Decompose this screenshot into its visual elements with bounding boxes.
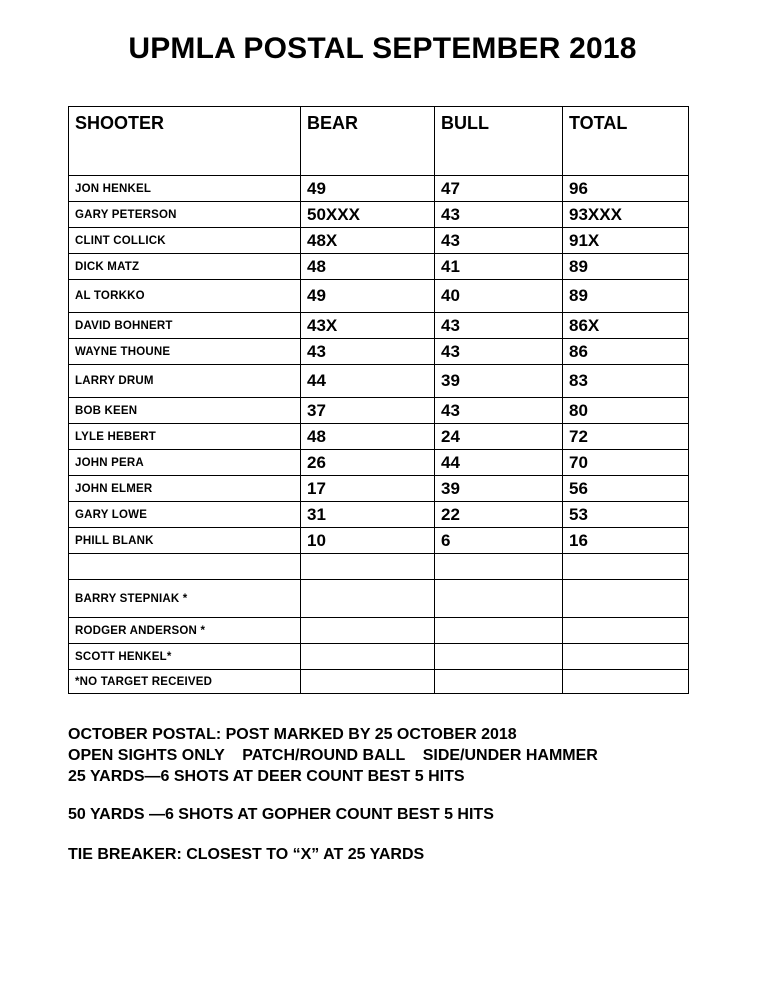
shooter-cell: JOHN ELMER <box>69 476 301 502</box>
table-row <box>69 313 689 339</box>
bear-cell: 31 <box>301 502 435 528</box>
table-row <box>69 339 689 365</box>
total-cell: 91X <box>563 228 689 254</box>
bull-cell: 22 <box>435 502 563 528</box>
total-cell: 53 <box>563 502 689 528</box>
bull-cell: 43 <box>435 398 563 424</box>
header-bull: BULL <box>435 107 563 176</box>
bear-cell: 44 <box>301 365 435 398</box>
total-cell: 89 <box>563 254 689 280</box>
bear-cell: 48 <box>301 254 435 280</box>
total-cell: 93XXX <box>563 202 689 228</box>
bear-cell: 26 <box>301 450 435 476</box>
bear-cell: 49 <box>301 280 435 313</box>
total-cell: 56 <box>563 476 689 502</box>
table-row <box>69 450 689 476</box>
total-cell <box>563 670 689 694</box>
bear-cell <box>301 618 435 644</box>
shooter-cell: BARRY STEPNIAK * <box>69 580 301 618</box>
bull-cell: 24 <box>435 424 563 450</box>
shooter-cell: BOB KEEN <box>69 398 301 424</box>
table-row <box>69 670 689 694</box>
bear-cell <box>301 580 435 618</box>
shooter-cell: GARY LOWE <box>69 502 301 528</box>
table-row <box>69 398 689 424</box>
table-row <box>69 580 689 618</box>
bear-cell: 43 <box>301 339 435 365</box>
shooter-cell: JOHN PERA <box>69 450 301 476</box>
bear-cell: 49 <box>301 176 435 202</box>
bull-cell <box>435 580 563 618</box>
table-row <box>69 176 689 202</box>
total-cell <box>563 618 689 644</box>
total-cell: 83 <box>563 365 689 398</box>
total-cell: 96 <box>563 176 689 202</box>
bull-cell <box>435 670 563 694</box>
table-row <box>69 365 689 398</box>
shooter-cell: LARRY DRUM <box>69 365 301 398</box>
header-bear: BEAR <box>301 107 435 176</box>
shooter-cell: LYLE HEBERT <box>69 424 301 450</box>
total-cell <box>563 580 689 618</box>
bear-cell <box>301 670 435 694</box>
total-cell: 80 <box>563 398 689 424</box>
bull-cell: 41 <box>435 254 563 280</box>
bear-cell <box>301 554 435 580</box>
shooter-cell: *NO TARGET RECEIVED <box>69 670 301 694</box>
shooter-cell: JON HENKEL <box>69 176 301 202</box>
shooter-cell <box>69 554 301 580</box>
bull-cell: 39 <box>435 365 563 398</box>
table-row <box>69 202 689 228</box>
table-row <box>69 502 689 528</box>
notes <box>68 724 598 865</box>
header-shooter: SHOOTER <box>69 107 301 176</box>
notes-line-2: OPEN SIGHTS ONLY PATCH/ROUND BALL SIDE/UNDER HAMMER <box>68 747 598 764</box>
header-total: TOTAL <box>563 107 689 176</box>
shooter-cell: RODGER ANDERSON * <box>69 618 301 644</box>
notes-line-3: 25 YARDS—6 SHOTS AT DEER COUNT BEST 5 HITS <box>68 768 465 785</box>
total-cell: 72 <box>563 424 689 450</box>
bull-cell: 43 <box>435 339 563 365</box>
table-row <box>69 476 689 502</box>
notes-line-5: TIE BREAKER: CLOSEST TO “X” AT 25 YARDS <box>68 846 425 863</box>
total-cell: 89 <box>563 280 689 313</box>
bear-cell: 48X <box>301 228 435 254</box>
bear-cell: 37 <box>301 398 435 424</box>
shooter-cell: DICK MATZ <box>69 254 301 280</box>
table-row <box>69 618 689 644</box>
bull-cell: 43 <box>435 202 563 228</box>
total-cell: 16 <box>563 528 689 554</box>
bull-cell <box>435 644 563 670</box>
shooter-cell: DAVID BOHNERT <box>69 313 301 339</box>
shooter-cell: CLINT COLLICK <box>69 228 301 254</box>
total-cell: 70 <box>563 450 689 476</box>
bull-cell <box>435 618 563 644</box>
bear-cell: 50XXX <box>301 202 435 228</box>
bull-cell: 6 <box>435 528 563 554</box>
shooter-cell: GARY PETERSON <box>69 202 301 228</box>
page-title: UPMLA POSTAL SEPTEMBER 2018 <box>128 32 637 65</box>
total-cell: 86 <box>563 339 689 365</box>
bull-cell: 47 <box>435 176 563 202</box>
bull-cell: 44 <box>435 450 563 476</box>
bear-cell <box>301 644 435 670</box>
bear-cell: 17 <box>301 476 435 502</box>
bear-cell: 43X <box>301 313 435 339</box>
bull-cell: 40 <box>435 280 563 313</box>
table-row <box>69 254 689 280</box>
bull-cell: 43 <box>435 313 563 339</box>
table-row <box>69 228 689 254</box>
notes-line-1: OCTOBER POSTAL: POST MARKED BY 25 OCTOBER 2018 <box>68 726 517 743</box>
bull-cell: 43 <box>435 228 563 254</box>
table-row <box>69 644 689 670</box>
header-row <box>69 107 689 176</box>
bull-cell <box>435 554 563 580</box>
table-row <box>69 280 689 313</box>
table-row <box>69 554 689 580</box>
table-row <box>69 424 689 450</box>
shooter-cell: AL TORKKO <box>69 280 301 313</box>
total-cell: 86X <box>563 313 689 339</box>
shooter-cell: WAYNE THOUNE <box>69 339 301 365</box>
bull-cell: 39 <box>435 476 563 502</box>
notes-line-4: 50 YARDS —6 SHOTS AT GOPHER COUNT BEST 5 HITS <box>68 806 494 823</box>
total-cell <box>563 554 689 580</box>
scores-table <box>68 106 689 694</box>
bear-cell: 10 <box>301 528 435 554</box>
shooter-cell: SCOTT HENKEL* <box>69 644 301 670</box>
total-cell <box>563 644 689 670</box>
bear-cell: 48 <box>301 424 435 450</box>
shooter-cell: PHILL BLANK <box>69 528 301 554</box>
table-row <box>69 528 689 554</box>
